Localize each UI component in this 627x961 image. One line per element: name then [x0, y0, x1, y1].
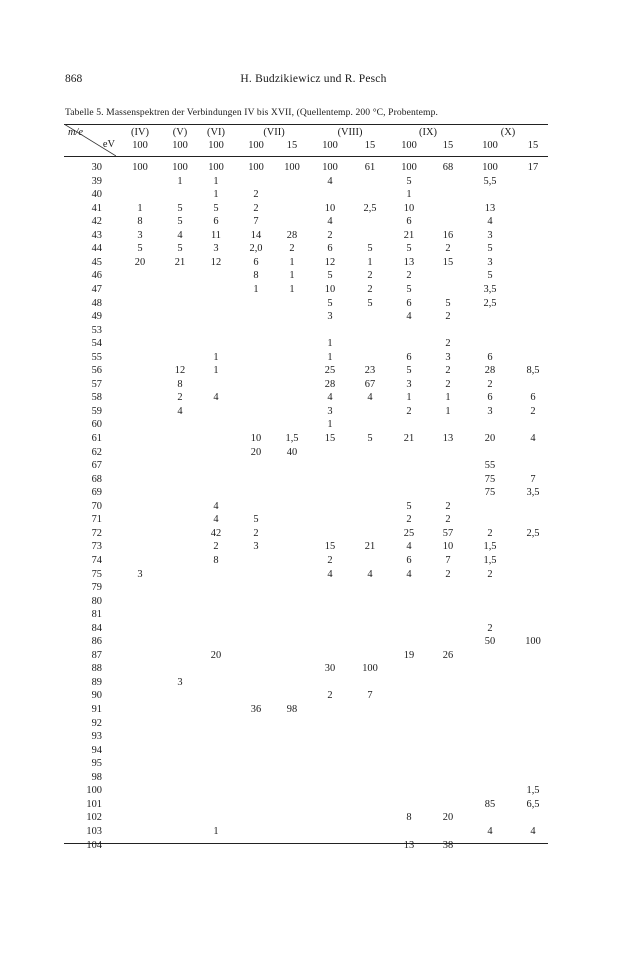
me-cell: 98: [91, 771, 102, 783]
intensity-cell: 8: [253, 270, 259, 282]
intensity-cell: 2,0: [249, 243, 263, 255]
intensity-cell: 5: [406, 500, 412, 512]
intensity-cell: 5: [367, 433, 373, 444]
intensity-cell: 12: [174, 365, 186, 377]
intensity-cell: 5: [406, 243, 412, 255]
table-bottom-rule: [64, 843, 548, 844]
intensity-cell: 4: [177, 229, 183, 241]
me-cell: 90: [91, 690, 102, 702]
me-cell: 47: [91, 283, 102, 295]
intensity-cell: 1: [213, 175, 219, 187]
intensity-cell: 6: [213, 216, 219, 228]
intensity-cell: 100: [132, 162, 148, 173]
intensity-cell: 13: [484, 202, 496, 214]
intensity-cell: 20: [484, 433, 496, 444]
intensity-cell: 4: [213, 500, 219, 512]
intensity-cell: 2: [445, 338, 451, 350]
intensity-cell: 2: [406, 514, 412, 526]
me-cell: 56: [91, 365, 102, 377]
intensity-cell: 100: [208, 162, 224, 173]
intensity-cell: 1: [327, 351, 333, 363]
intensity-cell: 20: [250, 446, 262, 458]
intensity-cell: 2: [530, 405, 536, 417]
intensity-cell: 4: [406, 568, 412, 580]
intensity-cell: 6,5: [526, 798, 540, 810]
intensity-cell: 6: [406, 554, 412, 566]
intensity-cell: 12: [324, 256, 336, 268]
intensity-cell: 5: [487, 243, 493, 255]
me-cell: 68: [91, 473, 102, 485]
intensity-cell: 100: [284, 162, 300, 173]
intensity-cell: 2: [327, 690, 333, 702]
me-cell: 43: [91, 229, 102, 241]
ev-header-cell: 15: [442, 140, 454, 151]
column-group-header: (VII): [263, 127, 285, 138]
intensity-cell: 7: [530, 473, 536, 485]
intensity-cell: 15: [324, 433, 336, 444]
intensity-cell: 3,5: [483, 283, 497, 295]
intensity-cell: 2: [445, 568, 451, 580]
me-cell: 103: [86, 825, 102, 837]
intensity-cell: 4: [327, 175, 333, 187]
intensity-cell: 1,5: [285, 433, 299, 444]
column-group-header: (IV): [131, 127, 149, 138]
intensity-cell: 3: [327, 405, 333, 417]
intensity-cell: 1: [289, 256, 295, 268]
intensity-cell: 6: [406, 297, 412, 309]
page-number: 868: [65, 73, 83, 85]
intensity-cell: 4: [487, 825, 493, 837]
column-group-header: (V): [172, 127, 188, 138]
intensity-cell: 25: [403, 527, 415, 539]
intensity-cell: 13: [403, 839, 415, 851]
intensity-cell: 1: [213, 365, 219, 377]
intensity-cell: 5: [367, 243, 373, 255]
me-cell: 53: [91, 324, 102, 336]
intensity-cell: 8: [137, 216, 143, 228]
intensity-cell: 7: [445, 554, 451, 566]
intensity-cell: 10: [250, 433, 262, 444]
intensity-cell: 5: [177, 202, 183, 214]
intensity-cell: 17: [527, 162, 539, 173]
intensity-cell: 2: [487, 527, 493, 539]
me-cell: 91: [91, 704, 102, 715]
me-cell: 60: [91, 419, 102, 431]
me-cell: 49: [91, 311, 102, 323]
intensity-cell: 8: [213, 554, 219, 566]
intensity-cell: 7: [367, 690, 373, 702]
me-cell: 92: [91, 717, 102, 729]
intensity-cell: 1: [406, 392, 412, 404]
me-cell: 46: [91, 270, 102, 282]
me-cell: 86: [91, 636, 102, 648]
intensity-cell: 42: [210, 527, 222, 539]
intensity-cell: 1: [289, 283, 295, 295]
intensity-cell: 50: [484, 636, 496, 648]
intensity-cell: 5: [177, 243, 183, 255]
intensity-cell: 4: [213, 392, 219, 404]
intensity-cell: 6: [327, 243, 333, 255]
intensity-cell: 2: [406, 270, 412, 282]
intensity-cell: 4: [327, 392, 333, 404]
intensity-cell: 6: [253, 256, 259, 268]
intensity-cell: 16: [442, 229, 454, 241]
intensity-cell: 2,5: [526, 527, 540, 539]
me-cell: 73: [91, 541, 102, 553]
me-cell: 44: [91, 243, 102, 255]
intensity-cell: 2: [406, 405, 412, 417]
intensity-cell: 1: [445, 405, 451, 417]
intensity-cell: 10: [403, 202, 415, 214]
intensity-cell: 4: [367, 568, 373, 580]
me-cell: 94: [91, 744, 102, 756]
intensity-cell: 6: [487, 351, 493, 363]
intensity-cell: 1: [177, 175, 183, 187]
intensity-cell: 1,5: [483, 541, 497, 553]
intensity-cell: 28: [484, 365, 496, 377]
column-group-header: (IX): [419, 127, 437, 138]
intensity-cell: 1: [137, 202, 143, 214]
intensity-cell: 2: [253, 189, 259, 201]
intensity-cell: 5,5: [483, 175, 497, 187]
me-cell: 71: [91, 514, 102, 526]
intensity-cell: 28: [286, 229, 298, 241]
intensity-cell: 4: [213, 514, 219, 526]
ev-header-cell: 100: [322, 140, 338, 151]
intensity-cell: 4: [327, 216, 333, 228]
ev-header-cell: 100: [132, 140, 148, 151]
running-head: H. Budzikiewicz und R. Pesch: [240, 73, 387, 85]
intensity-cell: 3: [406, 378, 412, 390]
intensity-cell: 6: [487, 392, 493, 404]
table-header-rule: [64, 156, 548, 157]
me-cell: 54: [91, 338, 102, 350]
intensity-cell: 6: [406, 351, 412, 363]
intensity-cell: 5: [445, 297, 451, 309]
intensity-cell: 36: [250, 704, 262, 715]
me-cell: 40: [91, 189, 102, 201]
intensity-cell: 2: [487, 622, 493, 634]
intensity-cell: 3: [177, 676, 183, 688]
stub-label-me: m/e: [68, 127, 84, 138]
me-cell: 45: [91, 256, 102, 268]
intensity-cell: 6: [406, 216, 412, 228]
ev-header-cell: 100: [482, 140, 498, 151]
intensity-cell: 2: [445, 514, 451, 526]
intensity-cell: 100: [362, 663, 378, 675]
intensity-cell: 10: [324, 283, 336, 295]
me-cell: 59: [91, 405, 102, 417]
intensity-cell: 10: [442, 541, 454, 553]
me-cell: 93: [91, 731, 102, 743]
intensity-cell: 5: [213, 202, 219, 214]
me-cell: 95: [91, 758, 102, 770]
intensity-cell: 13: [403, 256, 415, 268]
intensity-cell: 1,5: [526, 785, 540, 797]
intensity-cell: 1: [406, 189, 412, 201]
ev-header-cell: 100: [172, 140, 188, 151]
intensity-cell: 7: [253, 216, 259, 228]
me-cell: 67: [91, 460, 102, 472]
intensity-cell: 38: [442, 839, 454, 851]
intensity-cell: 4: [406, 311, 412, 323]
me-cell: 58: [91, 392, 102, 404]
intensity-cell: 8: [406, 812, 412, 824]
intensity-cell: 4: [530, 825, 536, 837]
column-group-header: (X): [500, 127, 516, 138]
me-cell: 30: [91, 162, 102, 173]
me-cell: 81: [91, 609, 102, 621]
intensity-cell: 2: [487, 378, 493, 390]
intensity-cell: 5: [406, 175, 412, 187]
stub-label-ev: eV: [102, 139, 115, 150]
me-cell: 61: [91, 433, 102, 444]
intensity-cell: 40: [286, 446, 298, 458]
intensity-cell: 6: [530, 392, 536, 404]
intensity-cell: 2: [177, 392, 183, 404]
intensity-cell: 1: [327, 338, 333, 350]
intensity-cell: 23: [364, 365, 376, 377]
intensity-cell: 5: [367, 297, 373, 309]
ev-header-cell: 100: [208, 140, 224, 151]
me-cell: 62: [91, 446, 102, 458]
ev-header-cell: 100: [248, 140, 264, 151]
intensity-cell: 5: [327, 297, 333, 309]
me-cell: 69: [91, 487, 102, 499]
intensity-cell: 3: [445, 351, 451, 363]
me-cell: 57: [91, 378, 102, 390]
intensity-cell: 100: [248, 162, 264, 173]
intensity-cell: 85: [484, 798, 496, 810]
intensity-cell: 1: [213, 189, 219, 201]
intensity-cell: 12: [210, 256, 222, 268]
intensity-cell: 3: [137, 229, 143, 241]
intensity-cell: 25: [324, 365, 336, 377]
intensity-cell: 2: [253, 527, 259, 539]
me-cell: 70: [91, 500, 102, 512]
me-cell: 39: [91, 175, 102, 187]
intensity-cell: 1: [445, 392, 451, 404]
intensity-cell: 3: [487, 229, 493, 241]
intensity-cell: 100: [172, 162, 188, 173]
intensity-cell: 11: [210, 229, 222, 241]
intensity-cell: 55: [484, 460, 496, 472]
column-group-header: (VIII): [337, 127, 363, 138]
intensity-cell: 3: [487, 256, 493, 268]
table-top-rule: [64, 124, 548, 125]
intensity-cell: 2: [445, 500, 451, 512]
intensity-cell: 100: [482, 162, 498, 173]
intensity-cell: 100: [401, 162, 417, 173]
intensity-cell: 2: [213, 541, 219, 553]
intensity-cell: 20: [210, 649, 222, 661]
intensity-cell: 21: [403, 229, 415, 241]
intensity-cell: 21: [174, 256, 186, 268]
me-cell: 48: [91, 297, 102, 309]
intensity-cell: 2: [445, 243, 451, 255]
intensity-cell: 5: [253, 514, 259, 526]
intensity-cell: 2: [327, 554, 333, 566]
intensity-cell: 1: [213, 351, 219, 363]
me-cell: 101: [86, 798, 102, 810]
intensity-cell: 8: [177, 378, 183, 390]
ev-header-cell: 15: [286, 140, 298, 151]
me-cell: 84: [91, 622, 102, 634]
me-cell: 102: [86, 812, 102, 824]
me-cell: 100: [86, 785, 102, 797]
intensity-cell: 19: [403, 649, 415, 661]
intensity-cell: 3: [487, 405, 493, 417]
intensity-cell: 68: [442, 162, 454, 173]
intensity-cell: 2: [367, 270, 373, 282]
intensity-cell: 8,5: [526, 365, 540, 377]
intensity-cell: 4: [487, 216, 493, 228]
me-cell: 79: [91, 582, 102, 594]
intensity-cell: 1: [213, 825, 219, 837]
ev-header-cell: 100: [401, 140, 417, 151]
intensity-cell: 14: [250, 229, 262, 241]
intensity-cell: 15: [324, 541, 336, 553]
intensity-cell: 67: [364, 378, 376, 390]
intensity-cell: 5: [487, 270, 493, 282]
intensity-cell: 4: [530, 433, 536, 444]
intensity-cell: 2: [327, 229, 333, 241]
intensity-cell: 4: [367, 392, 373, 404]
me-cell: 104: [86, 839, 102, 851]
intensity-cell: 61: [364, 162, 376, 173]
intensity-cell: 2: [445, 365, 451, 377]
me-cell: 75: [91, 568, 102, 580]
intensity-cell: 1: [327, 419, 333, 431]
intensity-cell: 2: [487, 568, 493, 580]
intensity-cell: 1: [367, 256, 373, 268]
intensity-cell: 21: [403, 433, 415, 444]
me-cell: 74: [91, 554, 102, 566]
intensity-cell: 2: [253, 202, 259, 214]
intensity-cell: 2: [367, 283, 373, 295]
intensity-cell: 5: [137, 243, 143, 255]
intensity-cell: 100: [525, 636, 541, 648]
me-cell: 87: [91, 649, 102, 661]
intensity-cell: 57: [442, 527, 454, 539]
intensity-cell: 5: [406, 283, 412, 295]
me-cell: 41: [91, 202, 102, 214]
intensity-cell: 2,5: [363, 202, 377, 214]
intensity-cell: 2,5: [483, 297, 497, 309]
intensity-cell: 98: [286, 704, 298, 715]
intensity-cell: 2: [289, 243, 295, 255]
me-cell: 72: [91, 527, 102, 539]
intensity-cell: 3: [137, 568, 143, 580]
intensity-cell: 26: [442, 649, 454, 661]
intensity-cell: 13: [442, 433, 454, 444]
intensity-cell: 3: [213, 243, 219, 255]
intensity-cell: 5: [327, 270, 333, 282]
intensity-cell: 15: [442, 256, 454, 268]
intensity-cell: 4: [177, 405, 183, 417]
table-caption: Tabelle 5. Massenspektren der Verbindungen IV bis XVII, (Quellentemp. 200 °C, Probentemp.: [65, 107, 438, 118]
me-cell: 89: [91, 676, 102, 688]
intensity-cell: 21: [364, 541, 376, 553]
column-group-header: (VI): [207, 127, 225, 138]
intensity-cell: 20: [134, 256, 146, 268]
intensity-cell: 5: [177, 216, 183, 228]
intensity-cell: 3,5: [526, 487, 540, 499]
ev-header-cell: 15: [364, 140, 376, 151]
intensity-cell: 2: [445, 378, 451, 390]
intensity-cell: 3: [253, 541, 259, 553]
intensity-cell: 5: [406, 365, 412, 377]
intensity-cell: 2: [445, 311, 451, 323]
intensity-cell: 10: [324, 202, 336, 214]
ev-header-cell: 15: [527, 140, 539, 151]
intensity-cell: 75: [484, 473, 496, 485]
intensity-cell: 1,5: [483, 554, 497, 566]
intensity-cell: 4: [406, 541, 412, 553]
me-cell: 55: [91, 351, 102, 363]
intensity-cell: 4: [327, 568, 333, 580]
intensity-cell: 100: [322, 162, 338, 173]
intensity-cell: 3: [327, 311, 333, 323]
intensity-cell: 30: [324, 663, 336, 675]
intensity-cell: 28: [324, 378, 336, 390]
me-cell: 42: [91, 216, 102, 228]
me-cell: 88: [91, 663, 102, 675]
intensity-cell: 75: [484, 487, 496, 499]
me-cell: 80: [91, 595, 102, 607]
intensity-cell: 1: [289, 270, 295, 282]
intensity-cell: 20: [442, 812, 454, 824]
intensity-cell: 1: [253, 283, 259, 295]
